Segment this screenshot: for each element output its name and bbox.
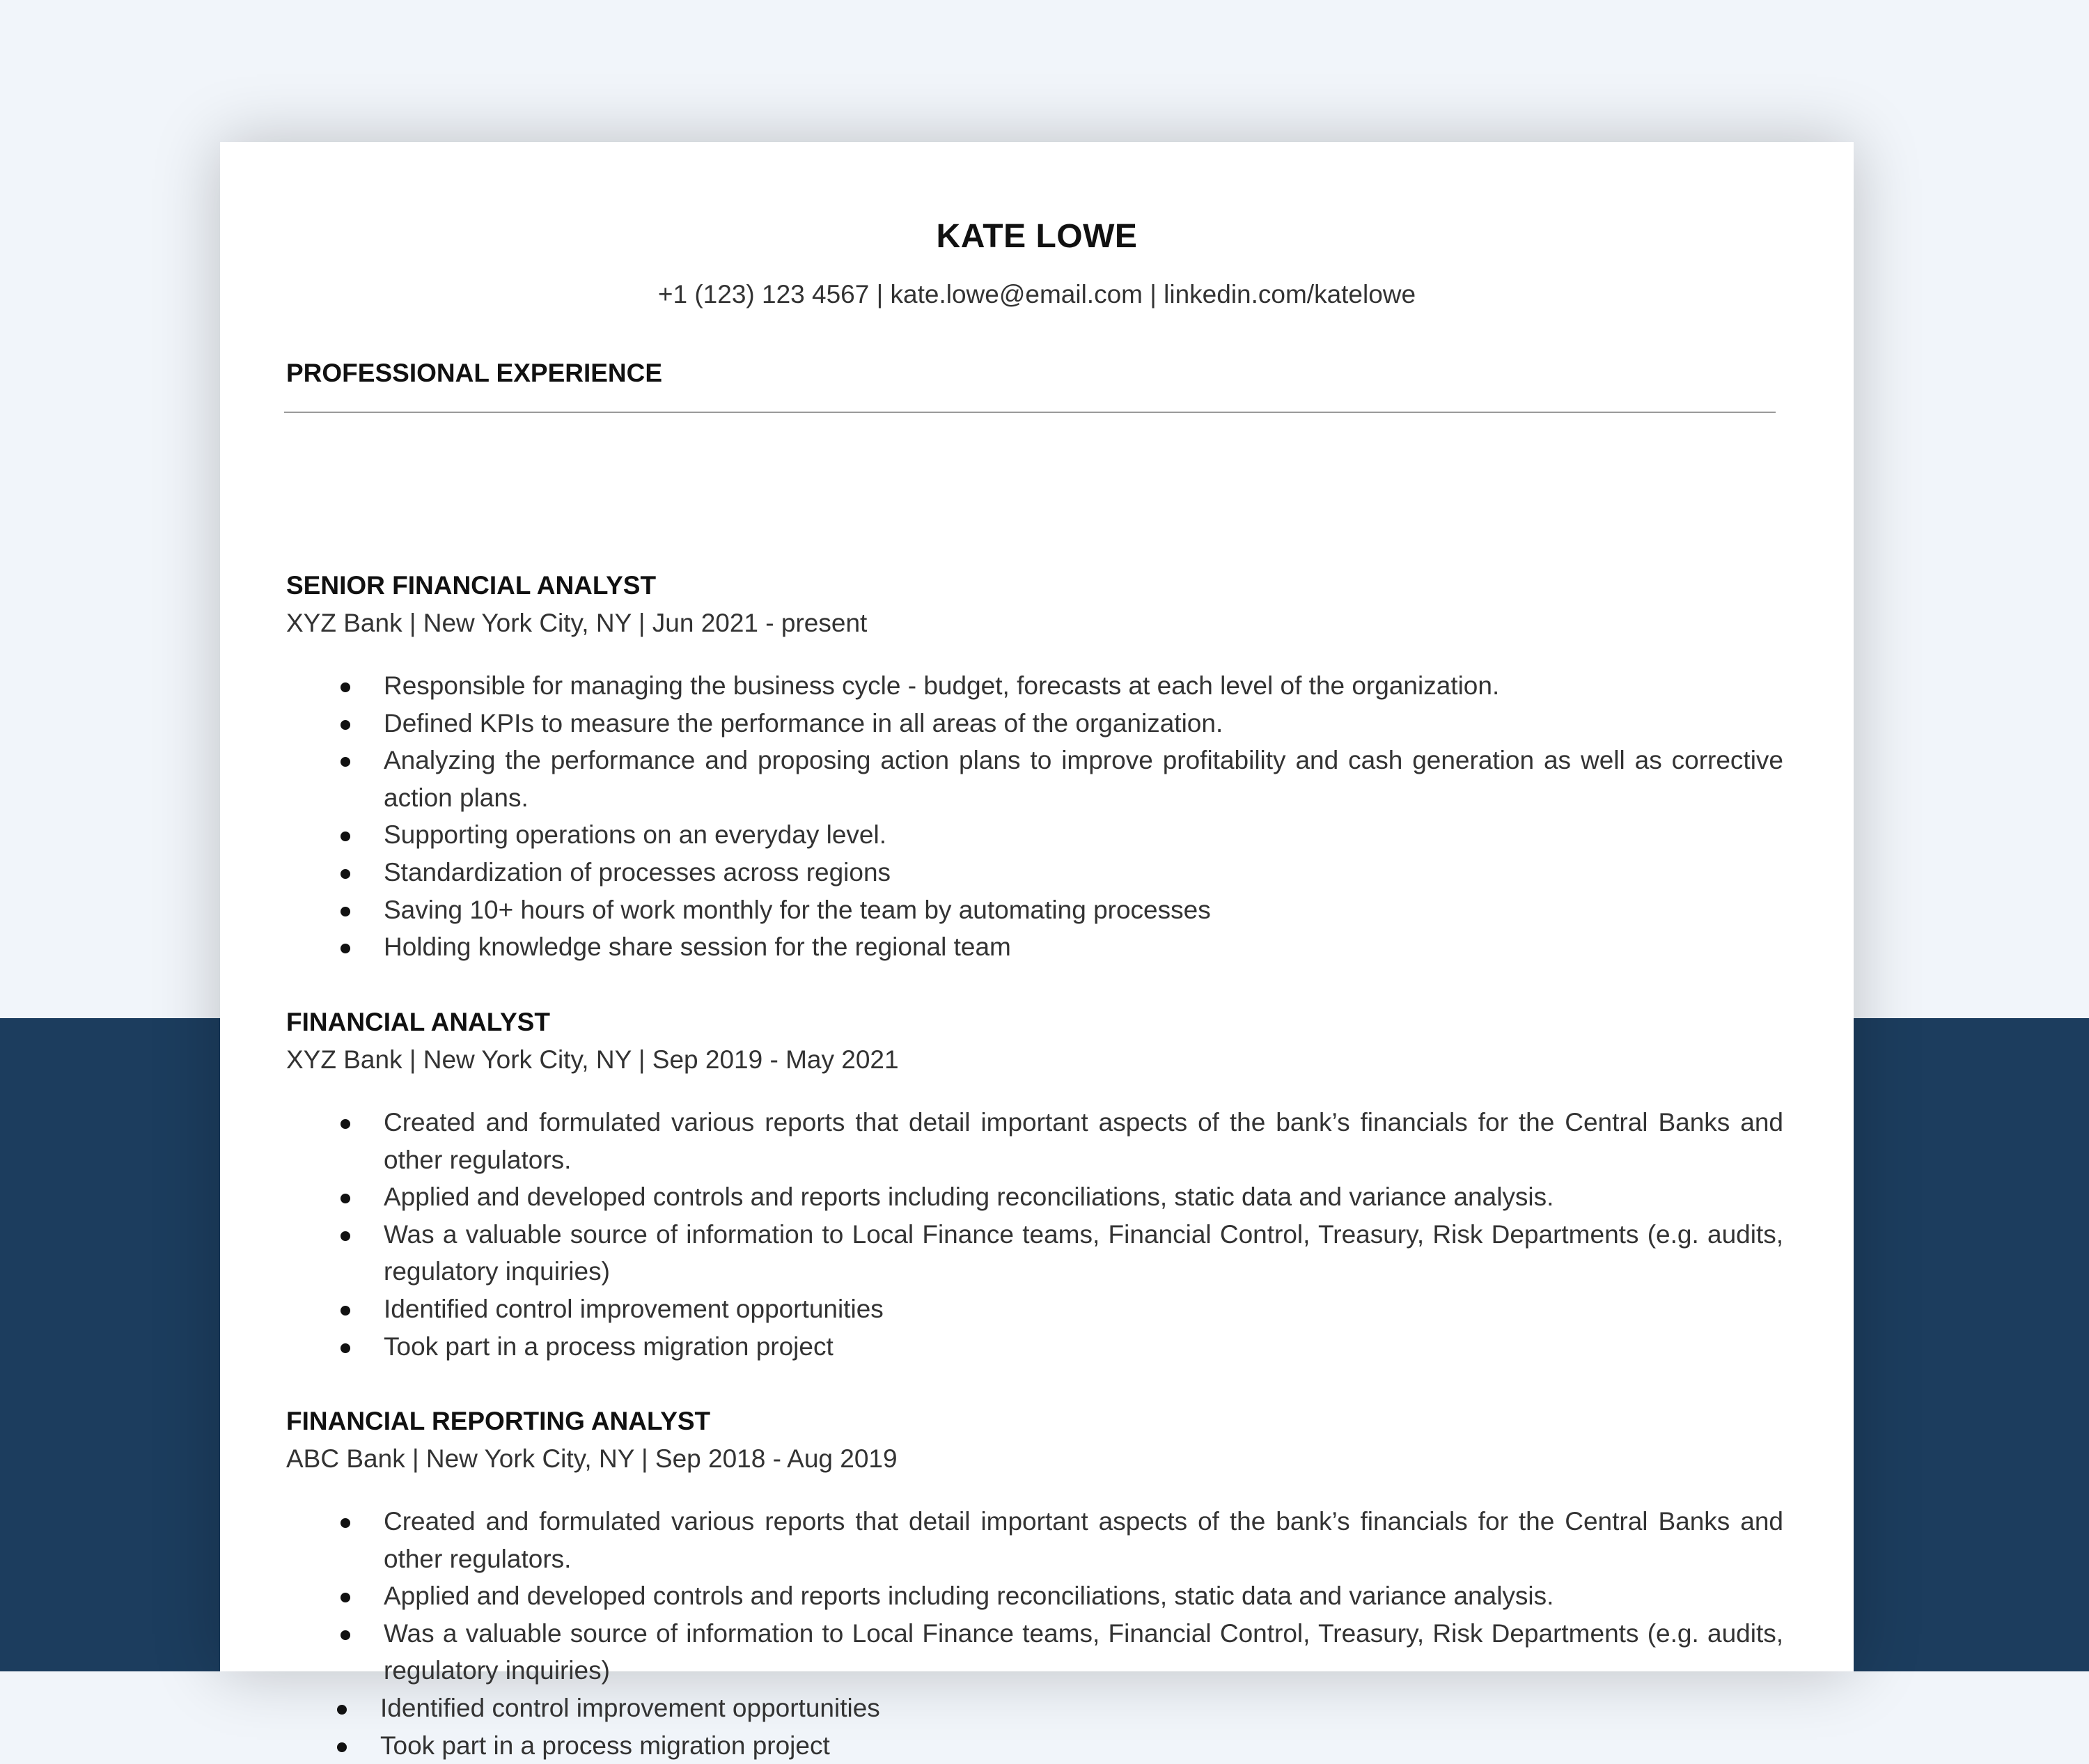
contact-line: +1 (123) 123 4567 | kate.lowe@email.com | linkedin.com/katelowe [657,280,1416,309]
bullet-dot [341,1593,350,1602]
bullet-item: Applied and developed controls and reports including reconciliations, static data and variance analysis. [286,1178,1783,1216]
bullet-item: Responsible for managing the business cycle - budget, forecasts at each level of the organization. [286,667,1783,705]
bullet-dot [341,832,350,841]
bullet-dot [341,720,350,730]
bullet-dot [341,1306,350,1316]
section-title-experience: PROFESSIONAL EXPERIENCE [286,359,663,387]
job-bullets [286,1503,1783,1764]
bullet-item: Identified control improvement opportunities [286,1689,1783,1727]
bullet-dot [341,682,350,692]
job-meta: XYZ Bank | New York City, NY | Sep 2019 - May 2021 [286,1045,899,1074]
job-entry-financial-reporting-analyst [286,1403,1783,1764]
job-meta: XYZ Bank | New York City, NY | Jun 2021 - present [286,609,868,637]
job-bullets [286,667,1783,966]
job-entry-financial-analyst [286,1004,1783,1365]
bullet-item: Analyzing the performance and proposing action plans to improve profitability and cash generation as well as corrective action plans. [286,742,1783,816]
bullet-dot [341,1231,350,1241]
bullet-item: Took part in a process migration project [286,1328,1783,1366]
job-title: FINANCIAL REPORTING ANALYST [286,1407,711,1435]
job-title: SENIOR FINANCIAL ANALYST [286,571,657,600]
section-divider [284,412,1776,413]
bullet-dot [341,1194,350,1203]
bullet-dot [337,1705,347,1715]
bullet-dot [341,1630,350,1640]
bullet-item: Supporting operations on an everyday level. [286,816,1783,854]
bullet-dot [341,757,350,767]
bullet-item: Defined KPIs to measure the performance in all areas of the organization. [286,705,1783,742]
bullet-dot [341,1119,350,1129]
bullet-dot [341,869,350,879]
job-title: FINANCIAL ANALYST [286,1008,550,1036]
job-bullets [286,1104,1783,1365]
bullet-item: Created and formulated various reports that detail important aspects of the bank’s financials for the Central Banks and other regulators. [286,1503,1783,1577]
bullet-dot [341,907,350,916]
bullet-item: Was a valuable source of information to Local Finance teams, Financial Control, Treasury, Risk Departments (e.g. audits, regulatory inquiries) [286,1216,1783,1290]
bullet-item: Applied and developed controls and reports including reconciliations, static data and variance analysis. [286,1577,1783,1615]
bullet-dot [341,944,350,953]
resume-page [220,142,1854,1760]
job-meta: ABC Bank | New York City, NY | Sep 2018 - Aug 2019 [286,1444,898,1473]
bullet-item: Created and formulated various reports that detail important aspects of the bank’s financials for the Central Banks and other regulators. [286,1104,1783,1178]
bullet-item: Took part in a process migration project [286,1727,1783,1764]
bullet-dot [341,1518,350,1528]
bullet-item: Was a valuable source of information to Local Finance teams, Financial Control, Treasury, Risk Departments (e.g. audits, regulatory inquiries) [286,1615,1783,1689]
job-entry-senior-financial-analyst [286,567,1783,966]
bullet-item: Standardization of processes across regions [286,854,1783,891]
candidate-name: KATE LOWE [936,218,1138,255]
bullet-dot [341,1343,350,1353]
bullet-item: Saving 10+ hours of work monthly for the team by automating processes [286,891,1783,929]
bullet-item: Holding knowledge share session for the regional team [286,928,1783,966]
bullet-item: Identified control improvement opportunities [286,1290,1783,1328]
bullet-dot [337,1742,347,1752]
